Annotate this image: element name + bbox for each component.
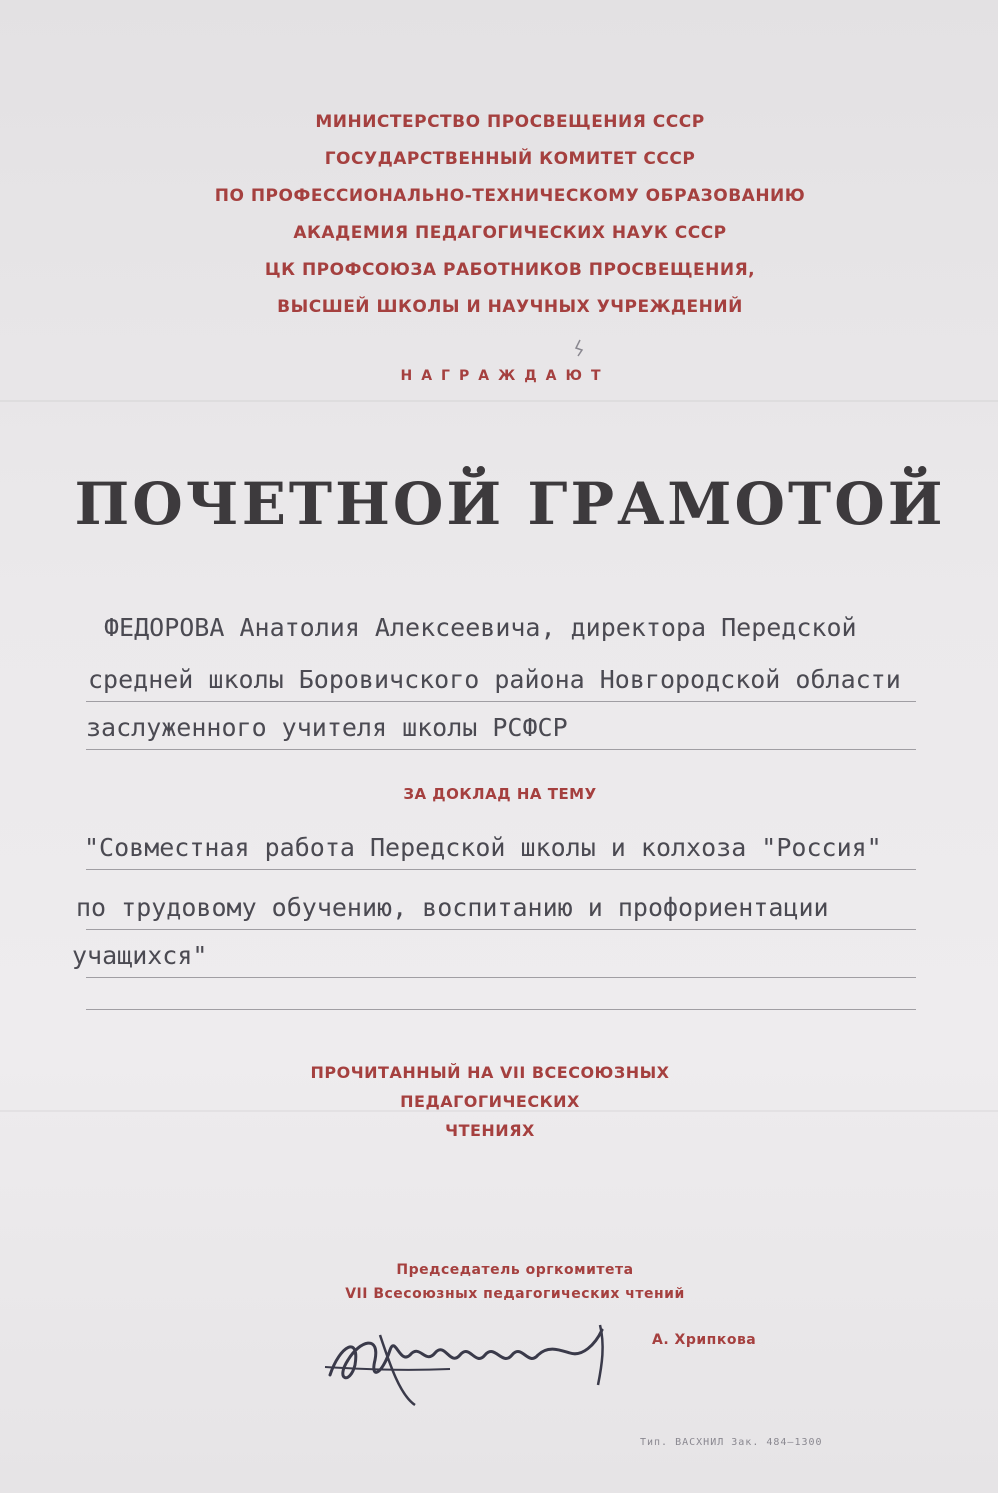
report-label: ЗА ДОКЛАД НА ТЕМУ bbox=[403, 785, 597, 803]
recipient-line bbox=[86, 600, 916, 652]
topic-line bbox=[86, 820, 916, 872]
issuer-line: ГОСУДАРСТВЕННЫЙ КОМИТЕТ СССР bbox=[324, 149, 696, 169]
topic-text: учащихся" bbox=[72, 941, 208, 970]
blank-line bbox=[86, 960, 916, 1012]
printer-mark: Тип. ВАСХНИЛ Зак. 484—1300 bbox=[640, 1437, 823, 1448]
signatory-title-line: VII Всесоюзных педагогических чтений bbox=[345, 1286, 685, 1302]
recipient-text: средней школы Боровичского района Новгородской области bbox=[88, 665, 901, 694]
certificate-title: ПОЧЕТНОЙ ГРАМОТОЙ bbox=[74, 470, 946, 538]
read-at-line: ЧТЕНИЯХ bbox=[445, 1121, 535, 1140]
read-at-line: ПЕДАГОГИЧЕСКИХ bbox=[400, 1092, 580, 1111]
recipient-line bbox=[86, 652, 916, 704]
read-at-block bbox=[0, 1058, 980, 1145]
pen-mark bbox=[570, 338, 590, 358]
topic-line bbox=[76, 880, 916, 932]
topic-text: по трудовому обучению, воспитанию и профориентации bbox=[76, 893, 829, 922]
recipient-text: заслуженного учителя школы РСФСР bbox=[86, 713, 568, 742]
signatory-title bbox=[290, 1258, 740, 1306]
issuer-line: АКАДЕМИЯ ПЕДАГОГИЧЕСКИХ НАУК СССР bbox=[293, 223, 727, 243]
awards-caption: НАГРАЖДАЮТ bbox=[400, 368, 610, 384]
issuer-line: МИНИСТЕРСТВО ПРОСВЕЩЕНИЯ СССР bbox=[315, 112, 705, 132]
read-at-line: ПРОЧИТАННЫЙ НА VII ВСЕСОЮЗНЫХ bbox=[310, 1063, 670, 1082]
issuers-header bbox=[120, 104, 900, 326]
handwritten-signature bbox=[320, 1305, 630, 1415]
issuer-line: ЦК ПРОФСОЮЗА РАБОТНИКОВ ПРОСВЕЩЕНИЯ, bbox=[264, 260, 756, 280]
signatory-title-line: Председатель оргкомитета bbox=[396, 1262, 634, 1278]
paper-fold bbox=[0, 400, 998, 402]
signatory-name: А. Хрипкова bbox=[652, 1332, 757, 1348]
recipient-line bbox=[86, 700, 916, 752]
issuer-line: ВЫСШЕЙ ШКОЛЫ И НАУЧНЫХ УЧРЕЖДЕНИЙ bbox=[277, 297, 743, 317]
recipient-text: ФЕДОРОВА Анатолия Алексеевича, директора Передской bbox=[104, 613, 857, 642]
topic-text: "Совместная работа Передской школы и колхоза "Россия" bbox=[84, 833, 882, 862]
issuer-line: ПО ПРОФЕССИОНАЛЬНО-ТЕХНИЧЕСКОМУ ОБРАЗОВАНИЮ bbox=[214, 186, 806, 206]
